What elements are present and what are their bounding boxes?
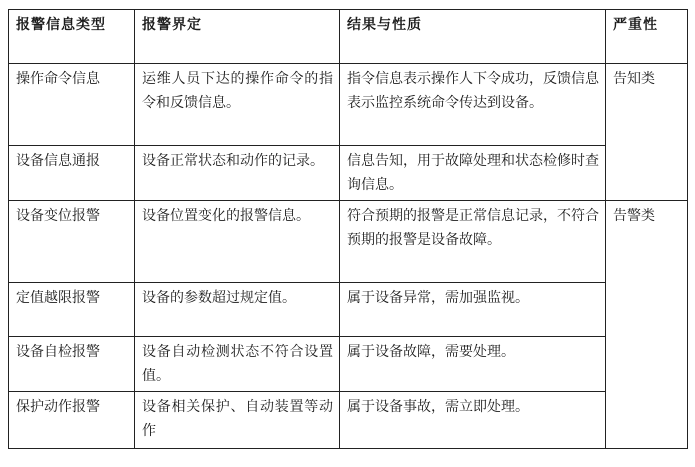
cell-alarm-definition: 设备正常状态和动作的记录。 <box>135 146 340 201</box>
header-alarm-definition: 报警界定 <box>135 10 340 64</box>
cell-alarm-type: 设备自检报警 <box>9 337 135 392</box>
cell-alarm-definition: 运维人员下达的操作命令的指令和反馈信息。 <box>135 64 340 146</box>
cell-alarm-type: 定值越限报警 <box>9 283 135 337</box>
header-severity: 严重性 <box>606 10 688 64</box>
cell-result-nature: 属于设备异常，需加强监视。 <box>340 283 606 337</box>
cell-alarm-type: 设备变位报警 <box>9 201 135 283</box>
cell-alarm-definition: 设备相关保护、自动装置等动作 <box>135 392 340 449</box>
cell-alarm-type: 保护动作报警 <box>9 392 135 449</box>
header-result-nature: 结果与性质 <box>340 10 606 64</box>
cell-result-nature: 符合预期的报警是正常信息记录，不符合预期的报警是设备故障。 <box>340 201 606 283</box>
table-row <box>9 392 688 449</box>
cell-severity-alarm: 告警类 <box>606 201 688 449</box>
table-row <box>9 146 688 201</box>
cell-alarm-type: 设备信息通报 <box>9 146 135 201</box>
cell-alarm-definition: 设备的参数超过规定值。 <box>135 283 340 337</box>
table-row <box>9 201 688 283</box>
cell-result-nature: 信息告知，用于故障处理和状态检修时查询信息。 <box>340 146 606 201</box>
cell-alarm-type: 操作命令信息 <box>9 64 135 146</box>
cell-result-nature: 属于设备事故，需立即处理。 <box>340 392 606 449</box>
cell-severity-notice: 告知类 <box>606 64 688 201</box>
cell-alarm-definition: 设备自动检测状态不符合设置值。 <box>135 337 340 392</box>
cell-result-nature: 属于设备故障，需要处理。 <box>340 337 606 392</box>
table-row <box>9 337 688 392</box>
table-row <box>9 64 688 146</box>
cell-result-nature: 指令信息表示操作人下令成功，反馈信息表示监控系统命令传达到设备。 <box>340 64 606 146</box>
cell-alarm-definition: 设备位置变化的报警信息。 <box>135 201 340 283</box>
alarm-info-table <box>8 9 688 449</box>
header-alarm-type: 报警信息类型 <box>9 10 135 64</box>
table-header-row <box>9 10 688 64</box>
table-row <box>9 283 688 337</box>
